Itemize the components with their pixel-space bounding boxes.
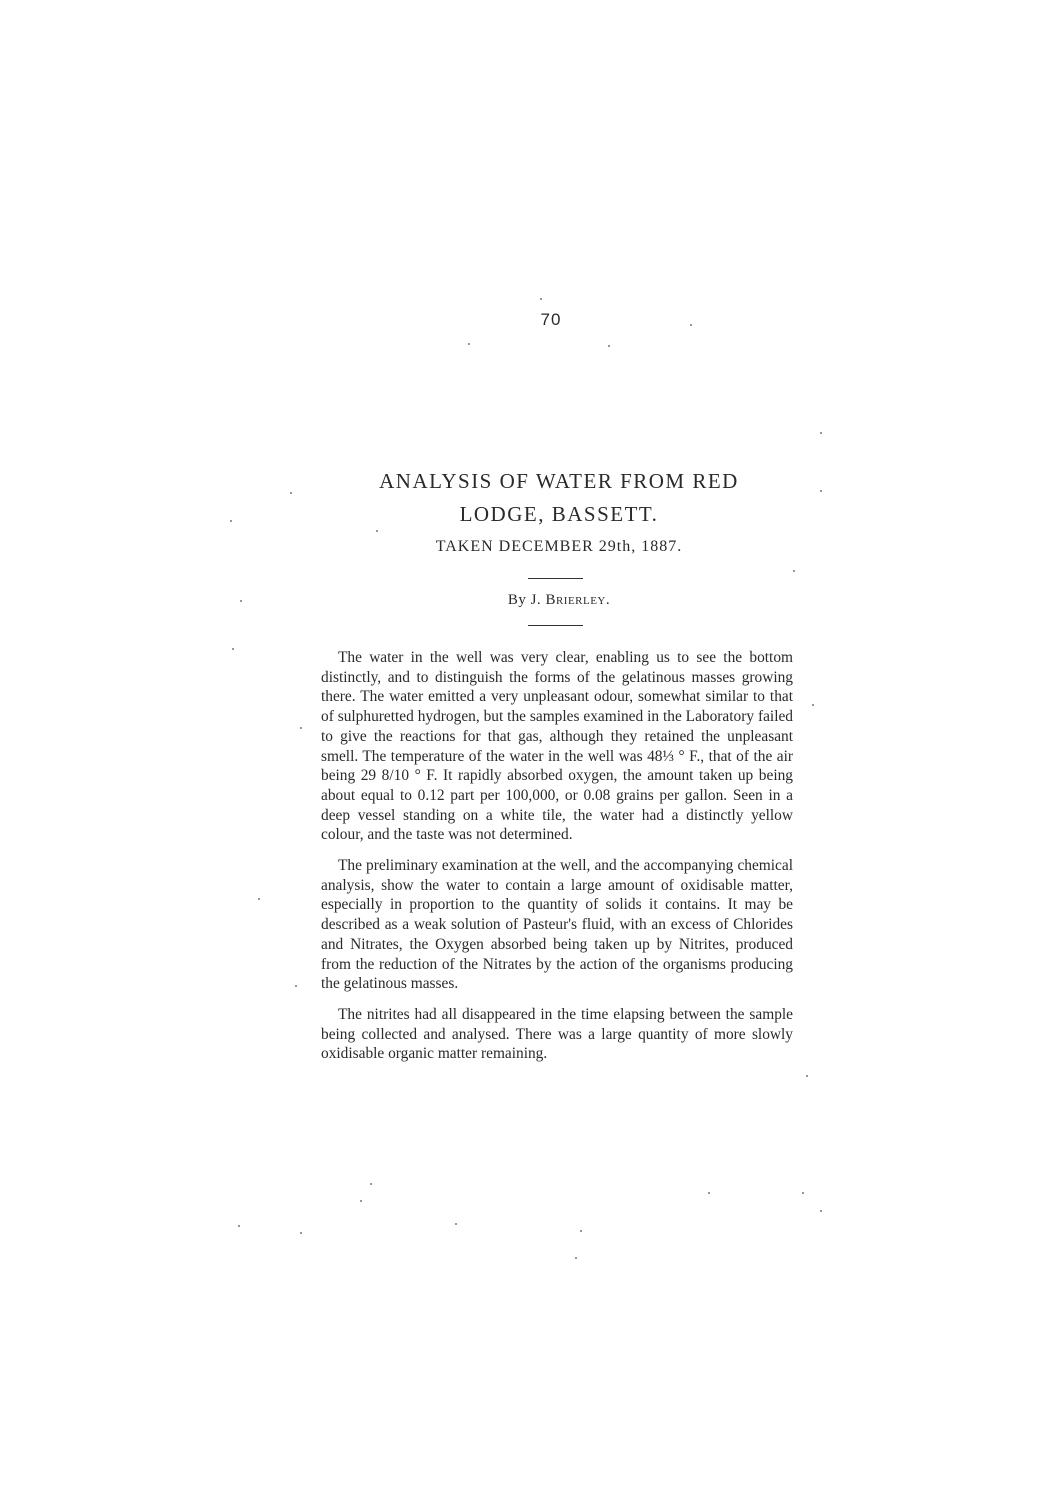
article-title: [0, 465, 1058, 531]
paragraph-2: The preliminary examination at the well, and the accompanying chemical analysis, show the water to contain a large amount of oxidisable matter, especially in proportion to the quantity of solids it contains. It may be described as a weak solution of Pasteur's fluid, with an excess of Chlorides and Nitrates, the Oxygen absorbed being taken up by Nitrites, produced from the reduction of the Nitrates by the action of the organisms producing the gelatinous masses.: [321, 857, 793, 993]
title-line-1: ANALYSIS OF WATER FROM RED: [379, 469, 739, 493]
divider-top: [528, 578, 583, 579]
divider-bottom: [528, 625, 583, 626]
article-subtitle: TAKEN DECEMBER 29th, 1887.: [435, 538, 683, 555]
byline-author: Brierley.: [545, 592, 611, 608]
paragraph-1: The water in the well was very clear, enabling us to see the bottom distinctly, and to distinguish the forms of the gelatinous masses growing there. The water emitted a very unpleasant odour, somewhat similar to that of sulphuretted hydrogen, but the samples examined in the Laboratory failed to give the reactions for that gas, although they retained the unpleasant smell. The temperature of the water in the well was 48⅓ ° F., that of the air being 29 8/10 ° F. It rapidly absorbed oxygen, the amount taken up being about equal to 0.12 part per 100,000, or 0.08 grains per gallon. Seen in a deep vessel standing on a white tile, the water had a distinctly yellow colour, and the taste was not determined.: [321, 649, 793, 844]
paragraph-3: The nitrites had all disappeared in the time elapsing between the sample being collected and analysed. There was a large quantity of more slowly oxidisable organic matter remaining.: [321, 1005, 793, 1063]
title-line-2: LODGE, BASSETT.: [459, 502, 659, 526]
article-body: [321, 648, 793, 1075]
byline-prefix: By J.: [507, 592, 546, 608]
page-number: 70: [540, 310, 562, 329]
byline: [0, 592, 1058, 609]
